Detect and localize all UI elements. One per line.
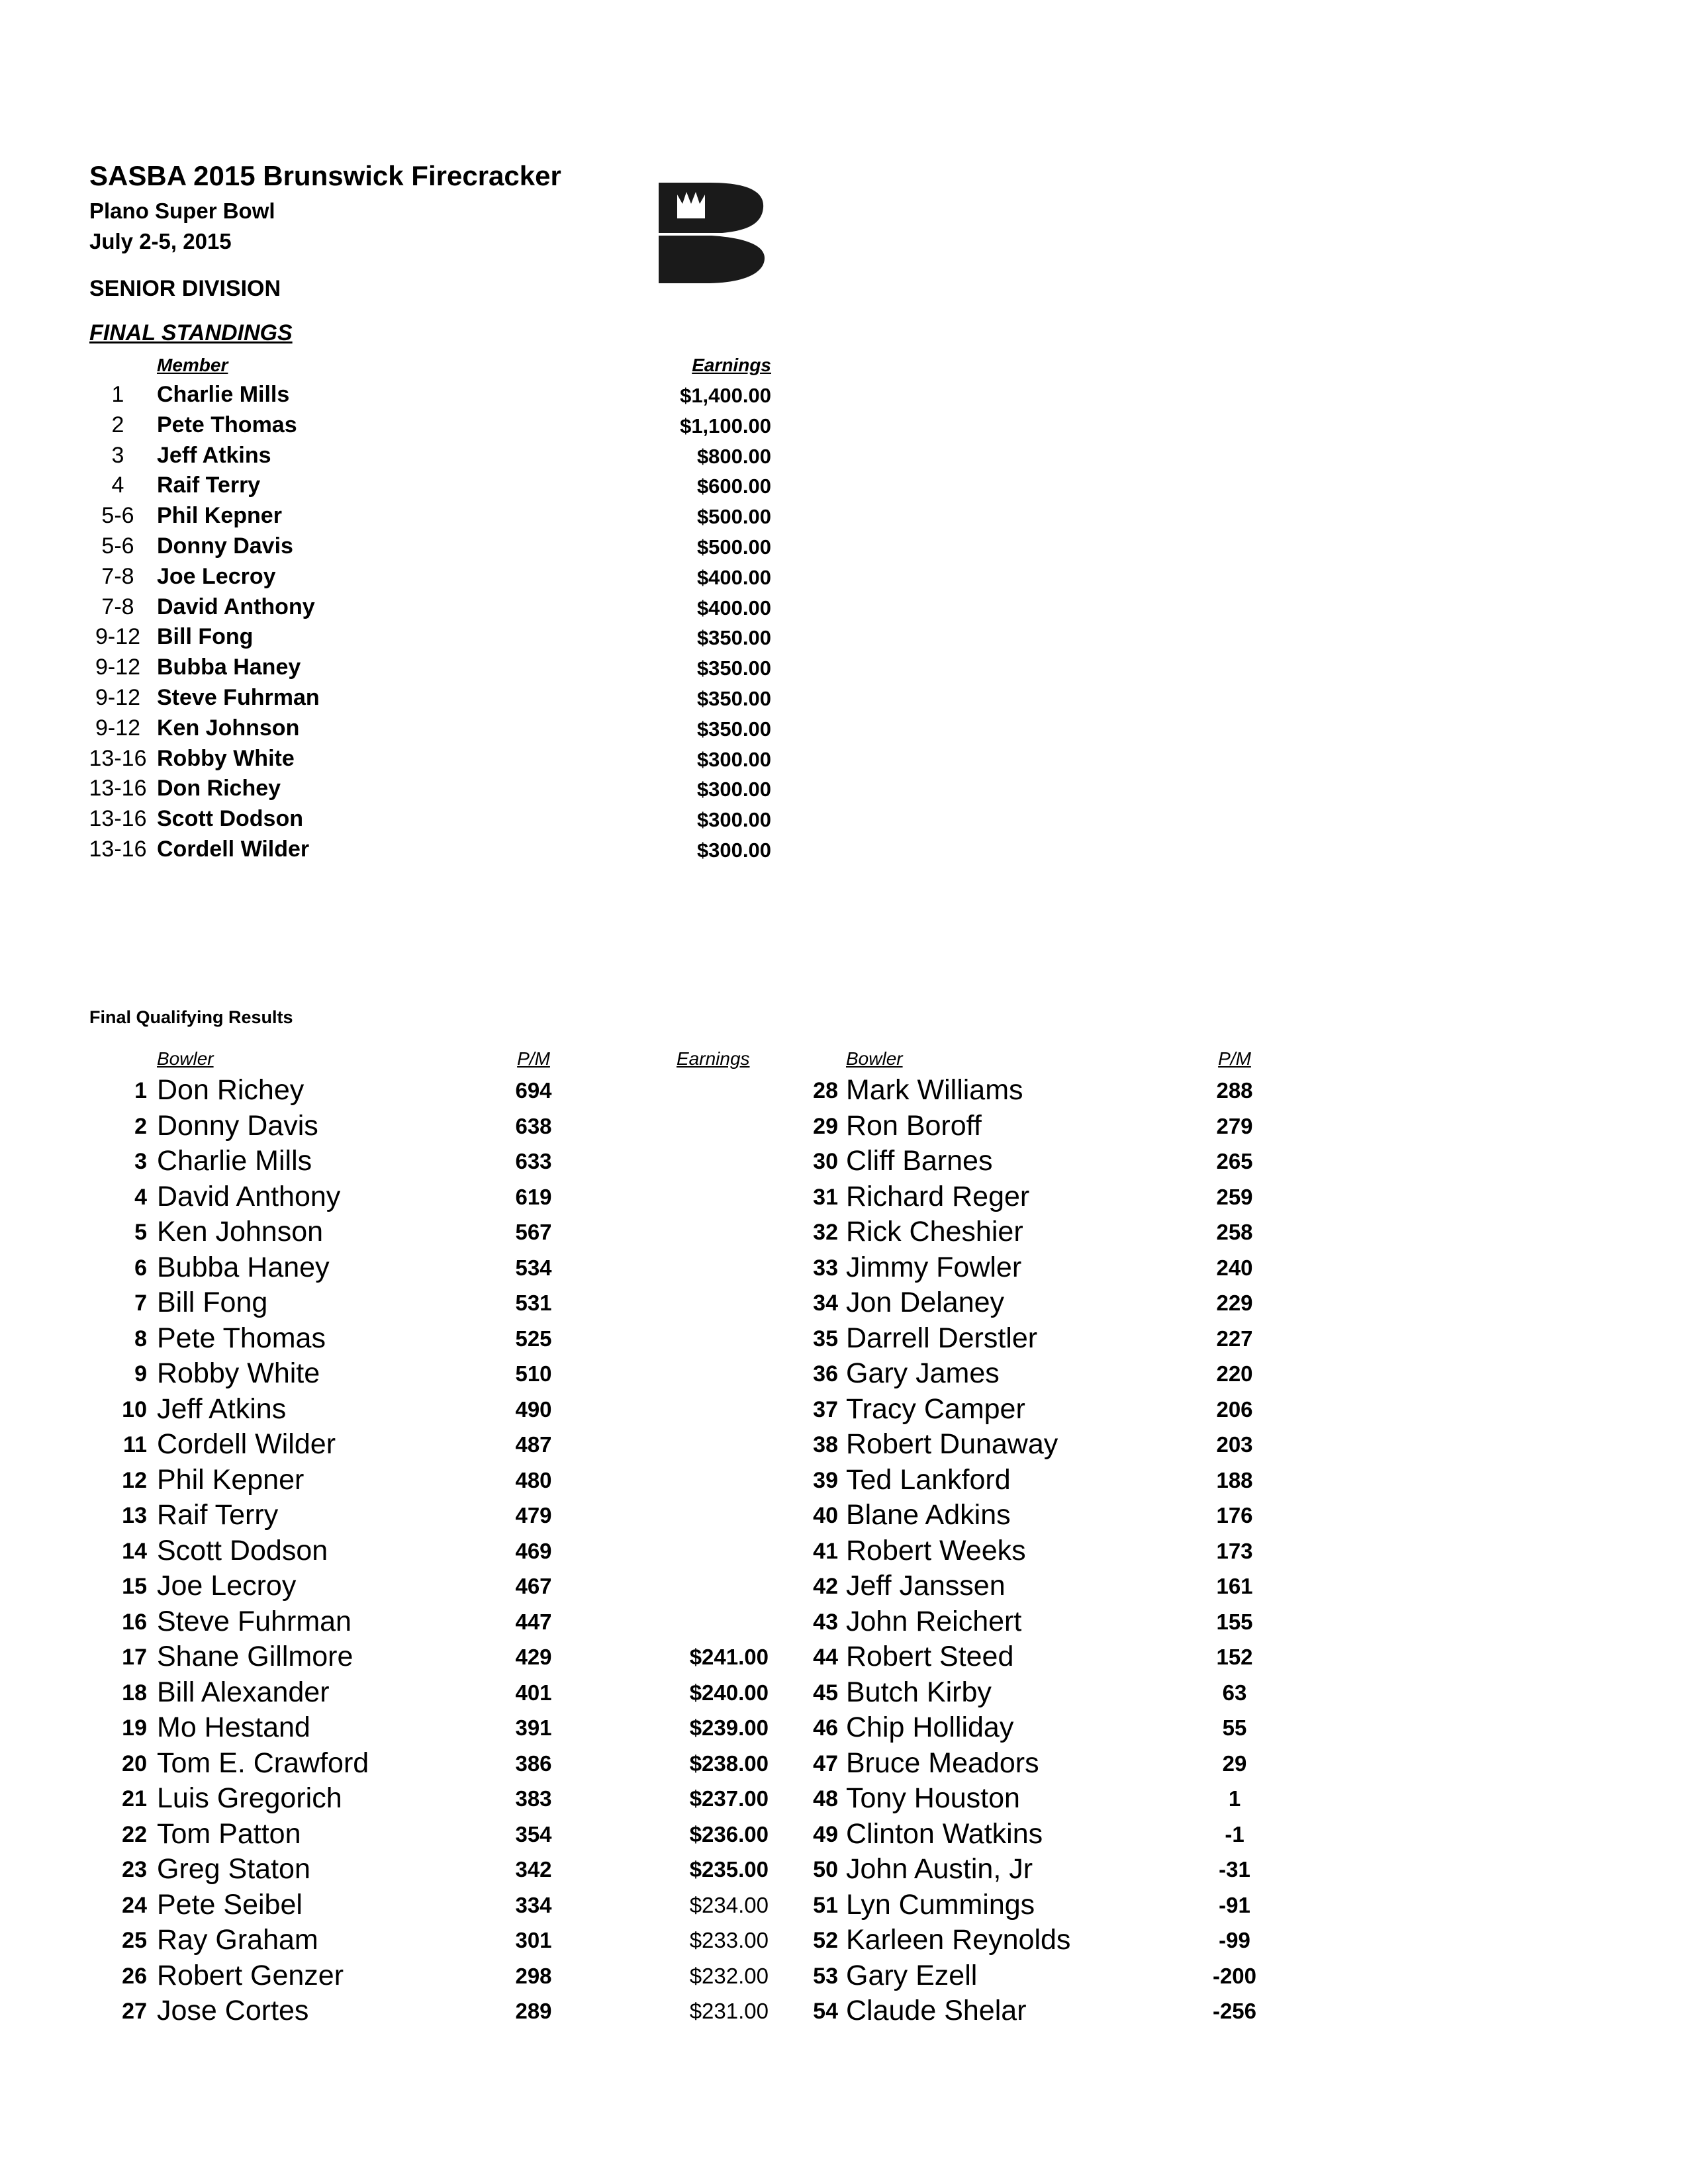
bowler-name: Bruce Meadors <box>846 1747 1039 1779</box>
bowler-number: 37 <box>813 1397 838 1422</box>
standings-member-name: David Anthony <box>157 594 315 619</box>
bowler-pm: 188 <box>1216 1468 1253 1492</box>
standings-rank: 9-12 <box>95 655 141 680</box>
bowler-pm: 259 <box>1216 1185 1253 1209</box>
standings-member-name: Robby White <box>157 746 295 771</box>
standings-earnings: $500.00 <box>696 505 771 528</box>
bowler-pm: -91 <box>1219 1893 1250 1917</box>
bowler-pm: 487 <box>515 1432 552 1457</box>
bowler-name: Pete Thomas <box>157 1322 326 1354</box>
standings-member-name: Scott Dodson <box>157 806 303 831</box>
document-title: SASBA 2015 Brunswick Firecracker <box>89 160 561 191</box>
bowler-name: Mark Williams <box>846 1074 1023 1106</box>
bowler-name: Tom Patton <box>157 1818 301 1850</box>
bowler-number: 5 <box>134 1220 147 1245</box>
bowler-name: Karleen Reynolds <box>846 1924 1071 1956</box>
standings-member-name: Steve Fuhrman <box>157 685 320 710</box>
bowler-pm: 155 <box>1216 1610 1253 1634</box>
standings-member-name: Donny Davis <box>157 533 293 559</box>
earnings-header-q: Earnings <box>677 1048 750 1069</box>
bowler-pm: 633 <box>515 1149 552 1173</box>
bowler-name: Bill Alexander <box>157 1676 330 1708</box>
standings-member-name: Raif Terry <box>157 473 261 498</box>
standings-earnings: $300.00 <box>696 839 771 862</box>
bowler-earnings: $238.00 <box>689 1751 769 1776</box>
bowler-number: 28 <box>813 1078 838 1103</box>
standings-earnings: $400.00 <box>696 596 771 619</box>
standings-rank: 5-6 <box>101 533 134 559</box>
bowler-name: Robby White <box>157 1357 320 1389</box>
bowler-number: 38 <box>813 1432 838 1457</box>
standings-member-name: Ken Johnson <box>157 715 300 741</box>
pm-header-left: P/M <box>517 1048 550 1069</box>
bowler-name: Donny Davis <box>157 1110 318 1142</box>
bowler-pm: 220 <box>1216 1361 1253 1386</box>
bowler-number: 34 <box>813 1291 838 1316</box>
standings-rank: 2 <box>111 412 124 437</box>
bowler-pm: 1 <box>1228 1786 1241 1811</box>
bowler-number: 9 <box>134 1361 147 1387</box>
bowler-number: 39 <box>813 1468 838 1493</box>
bowler-number: 20 <box>122 1751 147 1776</box>
bowler-number: 42 <box>813 1574 838 1599</box>
bowler-pm: -256 <box>1212 1999 1257 2023</box>
bowler-number: 23 <box>122 1857 147 1882</box>
standings-earnings: $300.00 <box>696 778 771 801</box>
bowler-pm: 525 <box>515 1326 552 1351</box>
bowler-pm: 152 <box>1216 1645 1253 1669</box>
bowler-pm: 173 <box>1216 1539 1253 1563</box>
bowler-pm: -31 <box>1219 1857 1250 1882</box>
bowler-pm: 480 <box>515 1468 552 1492</box>
bowler-number: 18 <box>122 1680 147 1706</box>
bowler-earnings: $241.00 <box>689 1645 769 1669</box>
bowler-earnings: $234.00 <box>689 1893 769 1917</box>
bowler-name: Tracy Camper <box>846 1393 1025 1425</box>
standings-member-name: Joe Lecroy <box>157 564 276 589</box>
bowler-pm: 567 <box>515 1220 552 1244</box>
bowler-name: David Anthony <box>157 1181 341 1212</box>
bowler-name: Robert Dunaway <box>846 1428 1058 1460</box>
bowler-number: 43 <box>813 1610 838 1635</box>
bowler-pm: -200 <box>1212 1964 1257 1988</box>
bowler-number: 44 <box>813 1645 838 1670</box>
bowler-number: 49 <box>813 1822 838 1847</box>
bowler-number: 27 <box>122 1999 147 2024</box>
bowler-pm: 288 <box>1216 1078 1253 1103</box>
bowler-name: Joe Lecroy <box>157 1570 297 1602</box>
bowler-number: 12 <box>122 1468 147 1493</box>
bowler-number: 51 <box>813 1893 838 1918</box>
bowler-name: Phil Kepner <box>157 1464 305 1496</box>
bowler-pm: 301 <box>515 1928 552 1952</box>
bowler-pm: 469 <box>515 1539 552 1563</box>
bowler-earnings: $233.00 <box>689 1928 769 1952</box>
standings-member-name: Cordell Wilder <box>157 837 310 862</box>
bowler-pm: 240 <box>1216 1255 1253 1280</box>
bowler-pm: 467 <box>515 1574 552 1598</box>
bowler-pm: -1 <box>1225 1822 1244 1846</box>
bowler-number: 13 <box>122 1503 147 1528</box>
bowler-number: 10 <box>122 1397 147 1422</box>
bowler-pm: 429 <box>515 1645 552 1669</box>
bowler-name: Charlie Mills <box>157 1145 312 1177</box>
bowler-number: 32 <box>813 1220 838 1245</box>
bowler-name: Chip Holliday <box>846 1711 1014 1743</box>
standings-rank: 13-16 <box>89 746 147 771</box>
standings-rank: 13-16 <box>89 806 147 831</box>
bowler-name: Robert Genzer <box>157 1960 344 1991</box>
standings-earnings: $800.00 <box>696 445 771 468</box>
bowler-name: Gary Ezell <box>846 1960 978 1991</box>
standings-rank: 1 <box>111 382 124 407</box>
bowler-number: 7 <box>134 1291 147 1316</box>
standings-rank: 9-12 <box>95 715 141 741</box>
bowler-number: 14 <box>122 1539 147 1564</box>
qualifying-title: Final Qualifying Results <box>89 1007 293 1027</box>
bowler-pm: 55 <box>1222 1715 1247 1740</box>
bowler-name: Bill Fong <box>157 1287 268 1318</box>
bowler-name: Jon Delaney <box>846 1287 1005 1318</box>
bowler-name: John Reichert <box>846 1606 1022 1637</box>
bowler-number: 22 <box>122 1822 147 1847</box>
bowler-earnings: $237.00 <box>689 1786 769 1811</box>
bowler-name: Steve Fuhrman <box>157 1606 352 1637</box>
bowler-pm: 534 <box>515 1255 552 1280</box>
bowler-name: Tony Houston <box>846 1782 1020 1814</box>
bowler-number: 17 <box>122 1645 147 1670</box>
bowler-name: Jeff Atkins <box>157 1393 287 1425</box>
bowler-name: Jeff Janssen <box>846 1570 1006 1602</box>
bowler-number: 11 <box>123 1432 147 1457</box>
bowler-earnings: $235.00 <box>689 1857 769 1882</box>
bowler-pm: 383 <box>515 1786 552 1811</box>
bowler-earnings: $236.00 <box>689 1822 769 1846</box>
bowler-pm: 447 <box>515 1610 552 1634</box>
bowler-name: Don Richey <box>157 1074 305 1106</box>
bowler-name: Greg Staton <box>157 1853 310 1885</box>
bowler-name: Butch Kirby <box>846 1676 992 1708</box>
bowler-earnings: $240.00 <box>689 1680 769 1705</box>
bowler-pm: 176 <box>1216 1503 1253 1527</box>
bowler-number: 52 <box>813 1928 838 1953</box>
standings-rank: 9-12 <box>95 624 141 649</box>
bowler-number: 4 <box>134 1185 147 1210</box>
bowler-number: 47 <box>813 1751 838 1776</box>
bowler-number: 35 <box>813 1326 838 1351</box>
bowler-number: 30 <box>813 1149 838 1174</box>
standings-member-name: Don Richey <box>157 776 281 801</box>
bowler-pm: 161 <box>1216 1574 1253 1598</box>
bowler-earnings: $231.00 <box>689 1999 769 2023</box>
standings-earnings: $600.00 <box>696 475 771 498</box>
bowler-number: 3 <box>134 1149 147 1174</box>
bowler-pm: 531 <box>515 1291 552 1315</box>
bowler-pm: 29 <box>1222 1751 1247 1776</box>
bowler-pm: 638 <box>515 1114 552 1138</box>
bowler-number: 25 <box>122 1928 147 1953</box>
standings-member-name: Bubba Haney <box>157 655 301 680</box>
bowler-number: 50 <box>813 1857 838 1882</box>
bowler-pm: 279 <box>1216 1114 1253 1138</box>
bowler-name: Ted Lankford <box>846 1464 1011 1496</box>
bowler-number: 48 <box>813 1786 838 1811</box>
bowler-pm: 342 <box>515 1857 552 1882</box>
bowler-pm: 386 <box>515 1751 552 1776</box>
brunswick-crown-b-logo <box>659 181 765 285</box>
logo-shape <box>659 183 765 283</box>
bowler-number: 15 <box>122 1574 147 1599</box>
bowler-number: 45 <box>813 1680 838 1706</box>
bowler-name: Cliff Barnes <box>846 1145 993 1177</box>
bowler-pm: 203 <box>1216 1432 1253 1457</box>
bowler-number: 29 <box>813 1114 838 1139</box>
bowler-pm: 694 <box>515 1078 552 1103</box>
bowler-name: John Austin, Jr <box>846 1853 1033 1885</box>
standings-rank: 5-6 <box>101 503 134 528</box>
standings-earnings: $500.00 <box>696 535 771 559</box>
standings-rank: 9-12 <box>95 685 141 710</box>
bowler-pm: 229 <box>1216 1291 1253 1315</box>
bowler-name: Raif Terry <box>157 1499 279 1531</box>
bowler-number: 53 <box>813 1964 838 1989</box>
standings-rank: 3 <box>111 443 124 468</box>
earnings-header: Earnings <box>692 355 771 375</box>
bowler-name: Blane Adkins <box>846 1499 1011 1531</box>
bowler-number: 33 <box>813 1255 838 1281</box>
standings-member-name: Jeff Atkins <box>157 443 271 468</box>
standings-earnings: $350.00 <box>696 717 771 741</box>
bowler-number: 6 <box>134 1255 147 1281</box>
bowler-number: 31 <box>813 1185 838 1210</box>
bowler-header-right: Bowler <box>846 1048 903 1069</box>
bowler-number: 26 <box>122 1964 147 1989</box>
bowler-earnings: $239.00 <box>689 1715 769 1740</box>
bowler-name: Shane Gillmore <box>157 1641 353 1672</box>
standings-earnings: $1,100.00 <box>680 414 771 437</box>
bowler-number: 36 <box>813 1361 838 1387</box>
bowler-name: Rick Cheshier <box>846 1216 1023 1248</box>
member-header: Member <box>157 355 228 375</box>
bowler-number: 41 <box>813 1539 838 1564</box>
standings-rank: 4 <box>111 473 124 498</box>
bowler-pm: -99 <box>1219 1928 1250 1952</box>
bowler-number: 8 <box>134 1326 147 1351</box>
standings-rank: 7-8 <box>101 594 134 619</box>
bowler-pm: 227 <box>1216 1326 1253 1351</box>
bowler-pm: 206 <box>1216 1397 1253 1422</box>
bowler-name: Mo Hestand <box>157 1711 310 1743</box>
bowler-name: Richard Reger <box>846 1181 1030 1212</box>
standings-rank: 13-16 <box>89 837 147 862</box>
bowler-name: Pete Seibel <box>157 1889 303 1921</box>
bowler-name: Robert Steed <box>846 1641 1014 1672</box>
bowler-name: Jimmy Fowler <box>846 1251 1022 1283</box>
bowler-name: Robert Weeks <box>846 1535 1026 1567</box>
bowler-number: 21 <box>122 1786 147 1811</box>
bowler-header-left: Bowler <box>157 1048 214 1069</box>
bowler-pm: 510 <box>515 1361 552 1386</box>
standings-member-name: Pete Thomas <box>157 412 297 437</box>
bowler-pm: 479 <box>515 1503 552 1527</box>
standings-rank: 13-16 <box>89 776 147 801</box>
final-standings-title: FINAL STANDINGS <box>89 320 293 345</box>
bowler-name: Gary James <box>846 1357 1000 1389</box>
bowler-number: 54 <box>813 1999 838 2024</box>
bowler-pm: 354 <box>515 1822 552 1846</box>
bowler-number: 19 <box>122 1715 147 1741</box>
standings-member-name: Bill Fong <box>157 624 254 649</box>
bowler-name: Bubba Haney <box>157 1251 330 1283</box>
bowler-name: Lyn Cummings <box>846 1889 1035 1921</box>
bowler-number: 46 <box>813 1715 838 1741</box>
standings-member-name: Charlie Mills <box>157 382 290 407</box>
bowler-name: Scott Dodson <box>157 1535 328 1567</box>
bowler-pm: 391 <box>515 1715 552 1740</box>
bowler-name: Jose Cortes <box>157 1995 309 2026</box>
standings-earnings: $350.00 <box>696 626 771 649</box>
bowler-number: 24 <box>122 1893 147 1918</box>
division-title: SENIOR DIVISION <box>89 276 281 301</box>
standings-earnings: $300.00 <box>696 808 771 831</box>
standings-earnings: $350.00 <box>696 657 771 680</box>
bowler-number: 16 <box>122 1610 147 1635</box>
bowler-number: 2 <box>134 1114 147 1139</box>
bowler-name: Darrell Derstler <box>846 1322 1038 1354</box>
standings-earnings: $350.00 <box>696 687 771 710</box>
bowler-name: Clinton Watkins <box>846 1818 1043 1850</box>
bowler-name: Ron Boroff <box>846 1110 982 1142</box>
bowler-pm: 298 <box>515 1964 552 1988</box>
bowler-pm: 490 <box>515 1397 552 1422</box>
bowler-pm: 401 <box>515 1680 552 1705</box>
bowler-name: Claude Shelar <box>846 1995 1027 2026</box>
event-dates: July 2-5, 2015 <box>89 229 232 253</box>
venue: Plano Super Bowl <box>89 199 275 223</box>
bowler-name: Cordell Wilder <box>157 1428 336 1460</box>
bowler-pm: 258 <box>1216 1220 1253 1244</box>
bowler-earnings: $232.00 <box>689 1964 769 1988</box>
standings-earnings: $1,400.00 <box>680 384 771 407</box>
bowler-pm: 334 <box>515 1893 552 1917</box>
bowler-pm: 289 <box>515 1999 552 2023</box>
bowler-name: Tom E. Crawford <box>157 1747 369 1779</box>
standings-rank: 7-8 <box>101 564 134 589</box>
bowler-name: Ken Johnson <box>157 1216 324 1248</box>
bowler-pm: 265 <box>1216 1149 1253 1173</box>
bowler-name: Luis Gregorich <box>157 1782 342 1814</box>
standings-earnings: $400.00 <box>696 566 771 589</box>
standings-member-name: Phil Kepner <box>157 503 282 528</box>
bowler-pm: 63 <box>1222 1680 1247 1705</box>
bowler-name: Ray Graham <box>157 1924 318 1956</box>
bowler-pm: 619 <box>515 1185 552 1209</box>
bowler-number: 40 <box>813 1503 838 1528</box>
bowler-number: 1 <box>134 1078 147 1103</box>
standings-earnings: $300.00 <box>696 748 771 771</box>
pm-header-right: P/M <box>1218 1048 1251 1069</box>
